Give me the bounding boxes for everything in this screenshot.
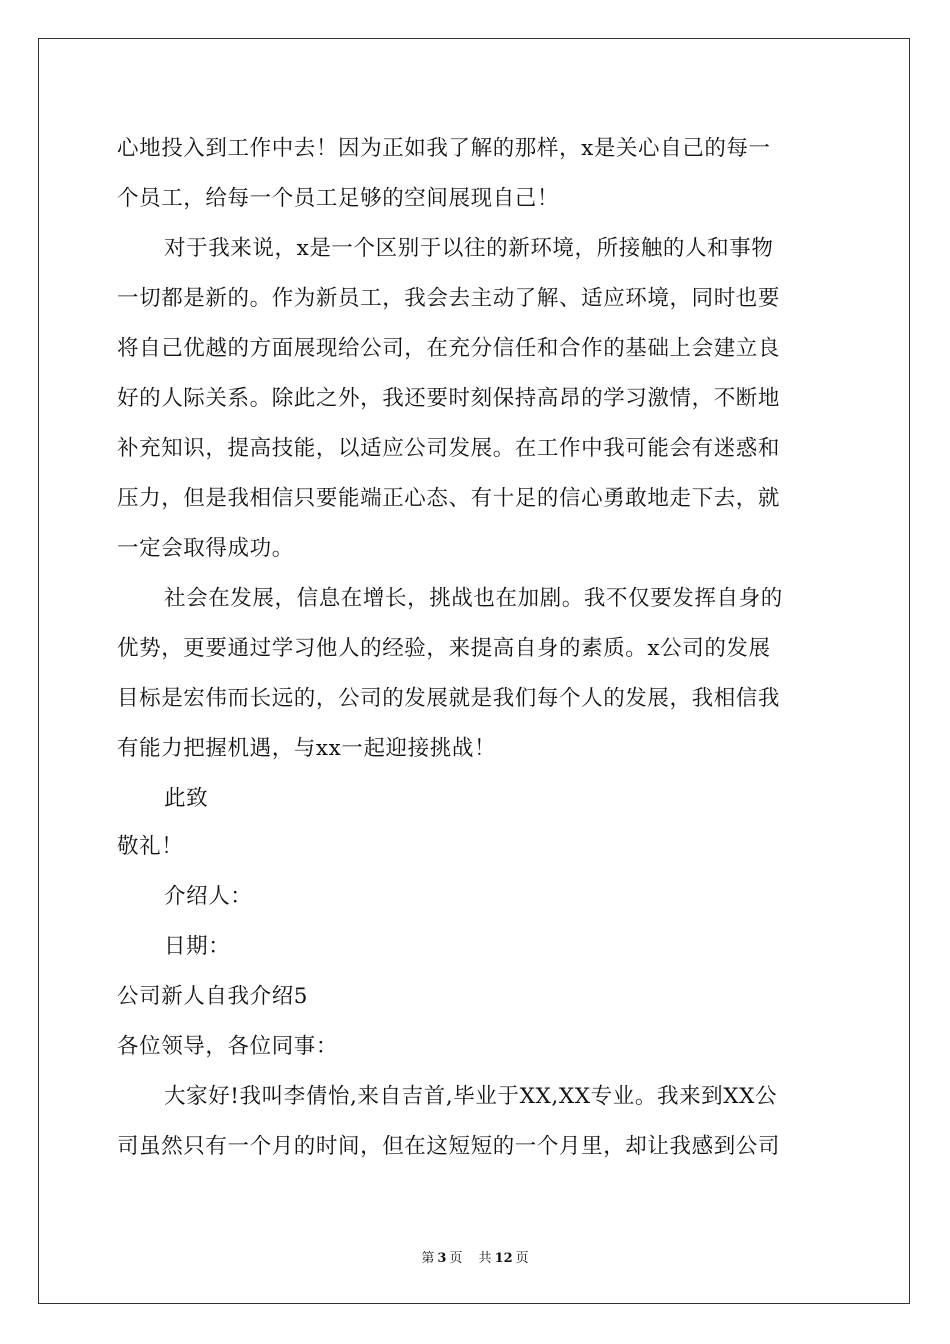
section-heading: 公司新人自我介绍5: [117, 984, 309, 1009]
closing-salutation: 此致: [164, 786, 209, 811]
text-line: 有能力把握机遇，与xx一起迎接挑战！: [117, 736, 497, 761]
text-line: 个员工，给每一个员工足够的空间展现自己！: [117, 186, 560, 211]
text-line: 优势，更要通过学习他人的经验，来提高自身的素质。x公司的发展: [117, 636, 771, 661]
text-line: 目标是宏伟而长远的，公司的发展就是我们每个人的发展，我相信我: [117, 686, 781, 711]
closing-regards: 敬礼！: [117, 834, 184, 859]
text-line: 好的人际关系。除此之外，我还要时刻保持高昂的学习激情，不断地: [117, 386, 781, 411]
text-line: 对于我来说，x是一个区别于以往的新环境，所接触的人和事物: [164, 236, 774, 261]
text-line: 一定会取得成功。: [117, 536, 294, 561]
date-label: 日期：: [164, 934, 231, 959]
page-total: 共 12 页: [478, 1251, 529, 1266]
page-border: [38, 38, 910, 1304]
greeting-line: 各位领导，各位同事：: [117, 1034, 339, 1059]
text-line: 将自己优越的方面展现给公司，在充分信任和合作的基础上会建立良: [117, 336, 781, 361]
text-line: 社会在发展，信息在增长，挑战也在加剧。我不仅要发挥自身的: [164, 586, 783, 611]
text-line: 大家好!我叫李倩怡,来自吉首,毕业于XX,XX专业。我来到XX公: [164, 1084, 778, 1109]
text-line: 补充知识，提高技能，以适应公司发展。在工作中我可能会有迷惑和: [117, 436, 781, 461]
introducer-label: 介绍人：: [164, 884, 253, 909]
page-footer: [0, 1247, 950, 1266]
text-line: 司虽然只有一个月的时间，但在这短短的一个月里，却让我感到公司: [117, 1134, 781, 1159]
page-number: 第 3 页: [421, 1251, 463, 1266]
text-line: 压力，但是我相信只要能端正心态、有十足的信心勇敢地走下去，就: [117, 486, 781, 511]
text-line: 一切都是新的。作为新员工，我会去主动了解、适应环境，同时也要: [117, 286, 781, 311]
text-line: 心地投入到工作中去！因为正如我了解的那样，x是关心自己的每一: [117, 136, 771, 161]
